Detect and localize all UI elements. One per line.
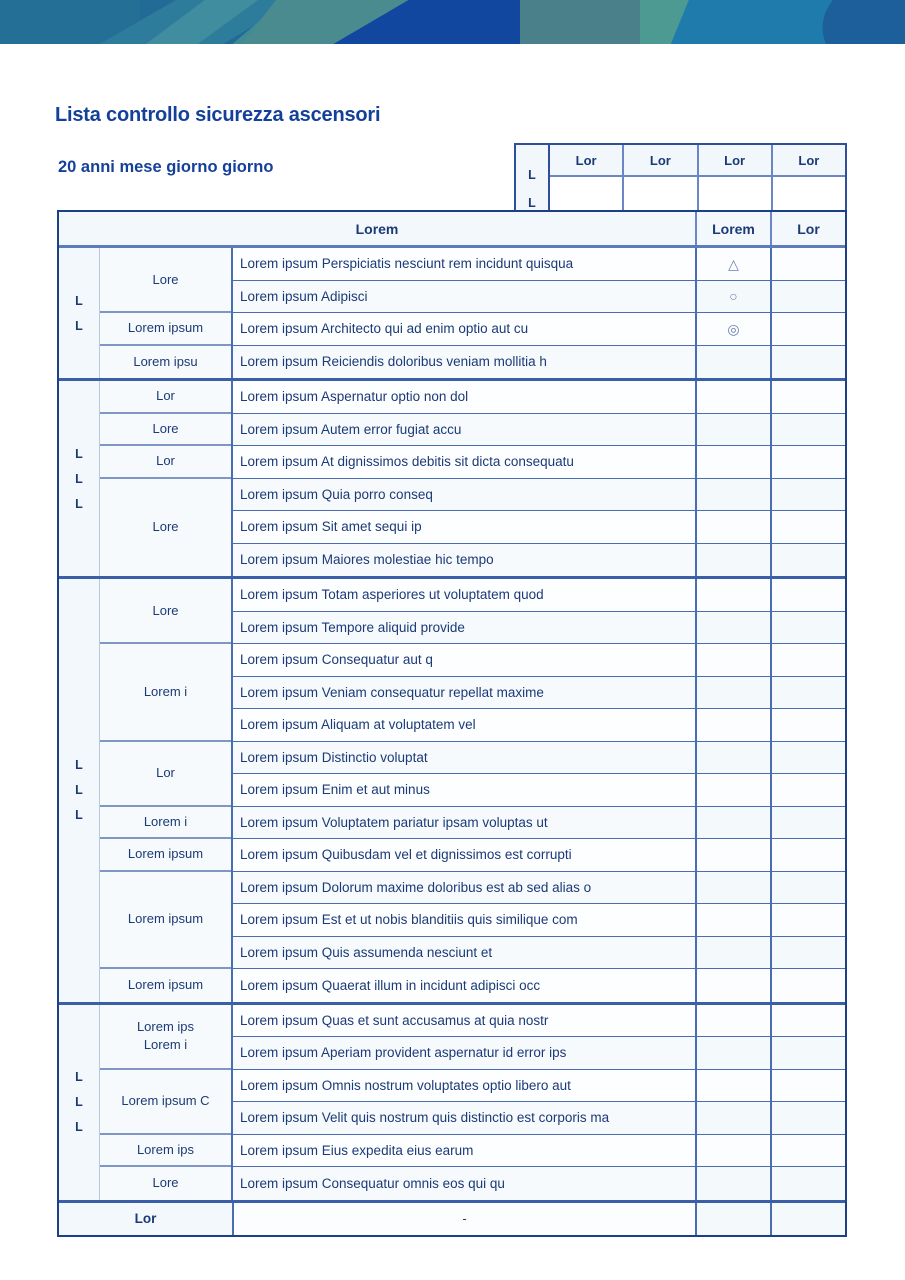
row-description: Lorem ipsum Est et ut nobis blanditiis quis similique com	[231, 904, 695, 936]
row-description: Lorem ipsum Sit amet sequi ip	[231, 511, 695, 543]
checklist-footer-row	[59, 1203, 845, 1235]
row-status-cell[interactable]	[695, 1135, 770, 1167]
section-code-label: L	[75, 808, 83, 823]
table-row	[231, 1102, 845, 1135]
table-row	[231, 742, 845, 775]
section-group-column	[100, 579, 231, 1002]
group-label	[100, 1005, 231, 1070]
row-note-cell[interactable]	[770, 281, 845, 313]
row-description: Lorem ipsum Aspernatur optio non dol	[231, 381, 695, 413]
group-label	[100, 1070, 231, 1135]
section-code-column	[59, 381, 100, 576]
group-label	[100, 479, 231, 577]
footer-text: -	[232, 1203, 695, 1235]
decorative-header-banner	[0, 0, 905, 46]
table-row	[231, 346, 845, 379]
row-description: Lorem ipsum Autem error fugiat accu	[231, 414, 695, 446]
table-row	[231, 612, 845, 645]
group-label-line: Lorem i	[143, 1037, 188, 1052]
triangle-icon: △	[728, 255, 739, 272]
group-label	[100, 969, 231, 1002]
row-note-cell[interactable]	[770, 479, 845, 511]
row-status-cell[interactable]	[695, 414, 770, 446]
row-description: Lorem ipsum Quis assumenda nesciunt et	[231, 937, 695, 969]
group-label	[100, 1167, 231, 1200]
row-note-cell[interactable]	[770, 313, 845, 345]
table-row	[231, 969, 845, 1002]
row-note-cell[interactable]	[770, 677, 845, 709]
row-status-mark[interactable]	[695, 248, 770, 280]
table-row	[231, 937, 845, 970]
info-header-cell: Lor	[550, 145, 624, 175]
section-code-label: L	[75, 471, 83, 486]
row-note-cell[interactable]	[770, 346, 845, 379]
row-note-cell[interactable]	[770, 709, 845, 741]
row-status-cell[interactable]	[695, 1070, 770, 1102]
group-label	[100, 414, 231, 447]
table-row	[231, 807, 845, 840]
header-column-2: Lorem	[695, 212, 770, 245]
row-description: Lorem ipsum Enim et aut minus	[231, 774, 695, 806]
group-label-line: Lore	[152, 271, 179, 287]
row-note-cell[interactable]	[770, 579, 845, 611]
group-label	[100, 839, 231, 872]
page-title: Lista controllo sicurezza ascensori	[55, 104, 381, 126]
group-label-line: Lorem ips	[136, 1019, 195, 1035]
row-description: Lorem ipsum Tempore aliquid provide	[231, 612, 695, 644]
row-status-cell[interactable]	[695, 742, 770, 774]
section-group-column	[100, 381, 231, 576]
table-row	[231, 511, 845, 544]
row-status-cell[interactable]	[695, 807, 770, 839]
row-status-cell[interactable]	[695, 1102, 770, 1134]
header-description: Lorem	[355, 220, 399, 237]
section-group-column	[100, 1005, 231, 1200]
row-status-cell[interactable]	[695, 839, 770, 871]
group-label	[100, 346, 231, 379]
row-status-cell[interactable]	[695, 479, 770, 511]
row-description: Lorem ipsum Totam asperiores ut voluptatem quod	[231, 579, 695, 611]
section-code-label: L	[75, 496, 83, 511]
section-code-column	[59, 1005, 100, 1200]
row-description: Lorem ipsum Adipisci	[231, 281, 695, 313]
section-rows	[231, 579, 845, 1002]
table-row	[231, 839, 845, 872]
checklist-table-header	[59, 212, 845, 248]
table-row	[231, 872, 845, 905]
group-label	[100, 381, 231, 414]
row-description: Lorem ipsum Perspiciatis nesciunt rem incidunt quisqua	[231, 248, 695, 280]
row-status-cell[interactable]	[695, 969, 770, 1002]
table-row	[231, 677, 845, 710]
footer-column-3[interactable]	[770, 1203, 845, 1235]
row-status-cell[interactable]	[695, 872, 770, 904]
table-row	[231, 644, 845, 677]
table-row	[231, 904, 845, 937]
row-note-cell[interactable]	[770, 937, 845, 969]
row-note-cell[interactable]	[770, 839, 845, 871]
checklist-section	[59, 579, 845, 1005]
row-status-cell[interactable]	[695, 1167, 770, 1200]
table-row	[231, 544, 845, 577]
section-group-column	[100, 248, 231, 378]
section-code-label: L	[75, 783, 83, 798]
group-label-line: Lorem ipsum	[127, 320, 204, 336]
row-status-cell[interactable]	[695, 544, 770, 577]
checklist-section	[59, 1005, 845, 1203]
double-circle-icon: ◎	[727, 320, 740, 337]
row-description: Lorem ipsum Consequatur aut q	[231, 644, 695, 676]
row-description: Lorem ipsum Architecto qui ad enim optio aut cu	[231, 313, 695, 345]
header-column-3: Lor	[770, 212, 845, 245]
row-description: Lorem ipsum Omnis nostrum voluptates optio libero aut	[231, 1070, 695, 1102]
table-row	[231, 1167, 845, 1200]
table-row	[231, 248, 845, 281]
row-description: Lorem ipsum Eius expedita eius earum	[231, 1135, 695, 1167]
section-code-label: L	[75, 318, 83, 333]
row-status-mark[interactable]	[695, 313, 770, 345]
table-row	[231, 579, 845, 612]
row-status-cell[interactable]	[695, 1037, 770, 1069]
table-row	[231, 1005, 845, 1038]
row-status-cell[interactable]	[695, 612, 770, 644]
section-code-label: L	[75, 446, 83, 461]
group-label-line: Lore	[152, 420, 179, 436]
group-label-line: Lorem ipsum	[127, 911, 204, 927]
row-description: Lorem ipsum Reiciendis doloribus veniam mollitia h	[231, 346, 695, 379]
group-label	[100, 1135, 231, 1168]
info-header-cell: Lor	[798, 152, 820, 168]
group-label	[100, 248, 231, 313]
group-label-line: Lorem ipsum	[127, 977, 204, 993]
footer-label: Lor	[134, 1211, 157, 1226]
table-row	[231, 479, 845, 512]
row-note-cell[interactable]	[770, 511, 845, 543]
section-code-label: L	[75, 1120, 83, 1134]
group-label	[100, 579, 231, 644]
checklist-table	[57, 210, 847, 1237]
group-label-line: Lorem ips	[136, 1141, 195, 1157]
row-note-cell[interactable]	[770, 969, 845, 1002]
info-left-label: L	[528, 196, 536, 210]
checklist-section	[59, 248, 845, 381]
group-label-line: Lore	[152, 602, 179, 618]
row-note-cell[interactable]	[770, 1102, 845, 1134]
row-note-cell[interactable]	[770, 807, 845, 839]
row-status-cell[interactable]	[695, 446, 770, 478]
row-status-cell[interactable]	[695, 937, 770, 969]
row-note-cell[interactable]	[770, 612, 845, 644]
footer-column-2[interactable]	[695, 1203, 770, 1235]
row-note-cell[interactable]	[770, 644, 845, 676]
info-left-label: L	[528, 168, 536, 182]
table-row	[231, 774, 845, 807]
row-note-cell[interactable]	[770, 742, 845, 774]
row-description: Lorem ipsum Consequatur omnis eos qui qu	[231, 1167, 695, 1200]
row-note-cell[interactable]	[770, 1005, 845, 1037]
group-label-line: Lorem ipsu	[133, 353, 198, 369]
row-description: Lorem ipsum Voluptatem pariatur ipsam voluptas ut	[231, 807, 695, 839]
group-label	[100, 807, 231, 840]
row-status-cell[interactable]	[695, 644, 770, 676]
row-status-cell[interactable]	[695, 346, 770, 379]
row-status-cell[interactable]	[695, 677, 770, 709]
row-note-cell[interactable]	[770, 774, 845, 806]
page-subtitle: 20 anni mese giorno giorno	[58, 158, 274, 176]
row-status-cell[interactable]	[695, 511, 770, 543]
row-note-cell[interactable]	[770, 904, 845, 936]
section-code-label: L	[75, 1095, 83, 1109]
row-description: Lorem ipsum Aperiam provident aspernatur id error ips	[231, 1037, 695, 1069]
row-status-cell[interactable]	[695, 579, 770, 611]
row-note-cell[interactable]	[770, 414, 845, 446]
table-row	[231, 414, 845, 447]
row-note-cell[interactable]	[770, 872, 845, 904]
row-description: Lorem ipsum Quaerat illum in incidunt adipisci occ	[231, 969, 695, 1002]
table-row	[231, 1037, 845, 1070]
info-header-cell: Lor	[699, 145, 773, 175]
row-note-cell[interactable]	[770, 1135, 845, 1167]
group-label	[100, 313, 231, 346]
section-rows	[231, 381, 845, 576]
section-code-label: L	[75, 758, 83, 773]
row-description: Lorem ipsum Dolorum maxime doloribus est ab sed alias o	[231, 872, 695, 904]
row-status-cell[interactable]	[695, 774, 770, 806]
row-note-cell[interactable]	[770, 248, 845, 280]
row-note-cell[interactable]	[770, 544, 845, 577]
checklist-section	[59, 381, 845, 579]
group-label-line: Lor	[156, 388, 175, 404]
section-code-column	[59, 579, 100, 1002]
checklist-sections	[59, 248, 845, 1203]
row-note-cell[interactable]	[770, 1167, 845, 1200]
row-description: Lorem ipsum Quas et sunt accusamus at quia nostr	[231, 1005, 695, 1037]
row-note-cell[interactable]	[770, 1037, 845, 1069]
group-label-line: Lor	[156, 765, 175, 781]
group-label-line: Lor	[156, 453, 175, 469]
group-label-line: Lorem i	[143, 683, 188, 699]
row-note-cell[interactable]	[770, 446, 845, 478]
info-table-header-row	[550, 145, 845, 177]
row-description: Lorem ipsum Quibusdam vel et dignissimos est corrupti	[231, 839, 695, 871]
row-status-cell[interactable]	[695, 381, 770, 413]
document-header-area	[0, 46, 905, 210]
group-label-line: Lorem ipsum C	[121, 1093, 210, 1109]
section-rows	[231, 248, 845, 378]
group-label-line: Lorem i	[143, 813, 188, 829]
table-row	[231, 1070, 845, 1103]
row-status-cell[interactable]	[695, 904, 770, 936]
section-code-column	[59, 248, 100, 378]
table-row	[231, 1135, 845, 1168]
section-rows	[231, 1005, 845, 1200]
group-label	[100, 742, 231, 807]
row-description: Lorem ipsum Quia porro conseq	[231, 479, 695, 511]
row-description: Lorem ipsum Maiores molestiae hic tempo	[231, 544, 695, 577]
circle-icon: ○	[729, 288, 738, 305]
row-description: Lorem ipsum Distinctio voluptat	[231, 742, 695, 774]
table-row	[231, 446, 845, 479]
row-description: Lorem ipsum Velit quis nostrum quis distinctio est corporis ma	[231, 1102, 695, 1134]
row-description: Lorem ipsum Veniam consequatur repellat maxime	[231, 677, 695, 709]
group-label-line: Lorem ipsum	[127, 846, 204, 862]
group-label	[100, 872, 231, 970]
group-label-line: Lore	[152, 1175, 179, 1191]
section-code-label: L	[75, 293, 83, 308]
group-label	[100, 644, 231, 742]
row-note-cell[interactable]	[770, 381, 845, 413]
table-row	[231, 281, 845, 314]
info-header-cell: Lor	[624, 145, 698, 175]
section-code-label: L	[75, 1070, 83, 1084]
table-row	[231, 709, 845, 742]
table-row	[231, 381, 845, 414]
table-row	[231, 313, 845, 346]
row-status-cell[interactable]	[695, 1005, 770, 1037]
row-status-mark[interactable]	[695, 281, 770, 313]
row-description: Lorem ipsum At dignissimos debitis sit dicta consequatu	[231, 446, 695, 478]
row-note-cell[interactable]	[770, 1070, 845, 1102]
row-status-cell[interactable]	[695, 709, 770, 741]
group-label-line: Lore	[152, 519, 179, 535]
group-label	[100, 446, 231, 479]
row-description: Lorem ipsum Aliquam at voluptatem vel	[231, 709, 695, 741]
